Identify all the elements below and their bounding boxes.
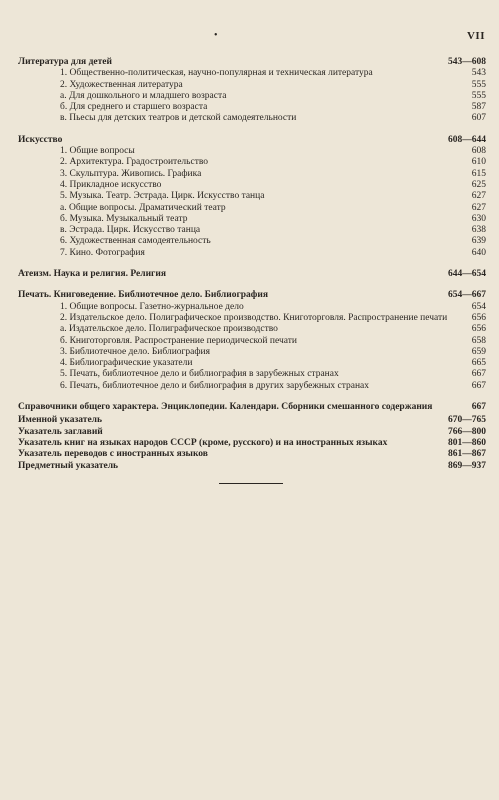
toc-entry-pages: 659 <box>471 346 486 357</box>
toc-entry-pages: 555 <box>471 90 486 101</box>
toc-section <box>18 135 486 146</box>
print-mark: • <box>214 30 218 41</box>
toc-entry-pages: 543 <box>471 68 486 79</box>
toc-entry-title: 6. Печать, библиотечное дело и библиография в других зарубежных странах <box>60 380 370 391</box>
toc-subitem <box>18 91 486 102</box>
toc-index-entry <box>18 449 486 460</box>
toc-entry-title: Указатель заглавий <box>18 426 103 437</box>
toc-entry-pages: 654 <box>471 301 486 312</box>
toc-entry-pages: 667 <box>471 402 486 413</box>
page-number: VII <box>466 30 485 42</box>
toc-item <box>18 146 486 157</box>
toc-entry-pages: 654—667 <box>448 290 486 301</box>
toc-entry-title: Именной указатель <box>18 415 103 426</box>
toc-entry-pages: 543—608 <box>448 57 486 67</box>
toc-entry-pages: 615 <box>471 168 486 179</box>
toc-entry-title: 4. Прикладное искусство <box>60 179 162 190</box>
toc-index-entry <box>18 415 486 426</box>
toc-section <box>18 269 486 280</box>
toc-entry-title: 5. Печать, библиотечное дело и библиография в зарубежных странах <box>60 369 339 380</box>
toc-entry-title: 6. Художественная самодеятельность <box>60 236 211 247</box>
toc-section <box>18 402 486 413</box>
toc-item <box>18 369 486 380</box>
toc-entry-pages: 608 <box>471 146 486 157</box>
toc-entry-pages: 587 <box>471 102 486 113</box>
toc-entry-pages: 861—867 <box>448 449 486 460</box>
toc-entry-pages: 627 <box>471 191 486 202</box>
toc-item <box>18 248 486 259</box>
toc-entry-title: Печать. Книговедение. Библиотечное дело. Библиография <box>18 290 268 301</box>
toc-entry-pages: 638 <box>471 225 486 236</box>
toc-subitem <box>18 324 486 335</box>
toc-entry-title: 4. Библиографические указатели <box>60 358 193 369</box>
toc-entry-title: а. Общие вопросы. Драматический театр <box>60 202 226 213</box>
toc-entry-title: 1. Общие вопросы <box>60 146 135 157</box>
toc-entry-pages: 644—654 <box>448 269 486 280</box>
toc-subitem <box>18 203 486 214</box>
toc-entry-pages: 640 <box>471 247 486 258</box>
toc-entry-pages: 670—765 <box>448 415 486 426</box>
toc-entry-title: 7. Кино. Фотография <box>60 247 145 258</box>
toc-gap <box>18 125 486 131</box>
toc-item <box>18 313 486 324</box>
toc-entry-title: 1. Общественно-политическая, научно-популярная и техническая литература <box>60 68 373 79</box>
toc-entry-pages: 801—860 <box>448 437 486 448</box>
toc-entry-title: б. Музыка. Музыкальный театр <box>60 213 188 224</box>
toc-entry-title: а. Издательское дело. Полиграфическое производство <box>60 324 278 335</box>
toc-item <box>18 68 486 79</box>
toc-entry-title: 5. Музыка. Театр. Эстрада. Цирк. Искусство танца <box>60 191 265 202</box>
toc-subitem <box>18 225 486 236</box>
toc-entry-pages: 555 <box>471 79 486 90</box>
toc-entry-pages: 630 <box>471 213 486 224</box>
toc-subitem <box>18 214 486 225</box>
toc-index-entry <box>18 438 486 449</box>
toc-entry-title: Указатель книг на языках народов СССР (кроме, русского) и на иностранных языках <box>18 437 388 448</box>
toc-subitem <box>18 336 486 347</box>
toc-entry-title: Искусство <box>18 134 63 145</box>
toc-item <box>18 381 486 392</box>
toc-entry-pages: 667 <box>471 369 486 380</box>
toc-entry-pages: 656 <box>471 312 486 323</box>
toc-entry-pages: 656 <box>471 324 486 335</box>
toc-entry-title: 1. Общие вопросы. Газетно-журнальное дело <box>60 301 244 312</box>
toc-entry-pages: 667 <box>471 380 486 391</box>
toc-subitem <box>18 113 486 124</box>
toc-entry-pages: 639 <box>471 236 486 247</box>
toc-entry-title: 2. Издательское дело. Полиграфическое производство. Книготорговля. Распространение печати <box>60 312 448 323</box>
toc-entry-title: Литература для детей <box>18 57 112 67</box>
toc-entry-pages: 869—937 <box>448 460 486 471</box>
toc-entry-pages: 610 <box>471 157 486 168</box>
toc-entry-pages: 665 <box>471 358 486 369</box>
toc-entry-title: Справочники общего характера. Энциклопедии. Календари. Сборники смешанного содержания <box>18 402 433 413</box>
toc-entry-title: 2. Архитектура. Градостроительство <box>60 157 209 168</box>
toc-section <box>18 290 486 301</box>
toc-entry-title: а. Для дошкольного и младшего возраста <box>60 90 227 101</box>
toc-entry-title: в. Эстрада. Цирк. Искусство танца <box>60 225 201 236</box>
toc-item <box>18 236 486 247</box>
toc-entry-pages: 607 <box>471 113 486 124</box>
toc-entry-title: 2. Художественная литература <box>60 79 183 90</box>
toc-item <box>18 169 486 180</box>
table-of-contents <box>18 57 486 472</box>
toc-entry-pages: 658 <box>471 335 486 346</box>
toc-item <box>18 347 486 358</box>
toc-entry-title: 3. Библиотечное дело. Библиография <box>60 346 211 357</box>
toc-entry-pages: 766—800 <box>448 426 486 437</box>
toc-item <box>18 180 486 191</box>
toc-entry-title: 3. Скульптура. Живопись. Графика <box>60 168 202 179</box>
toc-entry-title: Указатель переводов с иностранных языков <box>18 449 208 460</box>
toc-item <box>18 191 486 202</box>
toc-entry-title: в. Пьесы для детских театров и детской самодеятельности <box>60 113 297 124</box>
toc-index-entry <box>18 461 486 472</box>
toc-entry-pages: 627 <box>471 202 486 213</box>
toc-item <box>18 302 486 313</box>
toc-entry-title: Атеизм. Наука и религия. Религия <box>18 269 166 280</box>
toc-item <box>18 80 486 91</box>
closing-rule <box>219 483 283 484</box>
toc-item <box>18 157 486 168</box>
toc-entry-pages: 608—644 <box>448 134 486 145</box>
toc-section <box>18 57 486 68</box>
toc-entry-title: б. Книготорговля. Распространение периодической печати <box>60 335 297 346</box>
toc-index-entry <box>18 427 486 438</box>
toc-gap <box>18 280 486 286</box>
toc-gap <box>18 259 486 265</box>
toc-entry-title: Предметный указатель <box>18 460 119 471</box>
toc-gap <box>18 392 486 398</box>
toc-subitem <box>18 102 486 113</box>
toc-item <box>18 358 486 369</box>
toc-entry-title: б. Для среднего и старшего возраста <box>60 102 208 113</box>
toc-entry-pages: 625 <box>471 179 486 190</box>
